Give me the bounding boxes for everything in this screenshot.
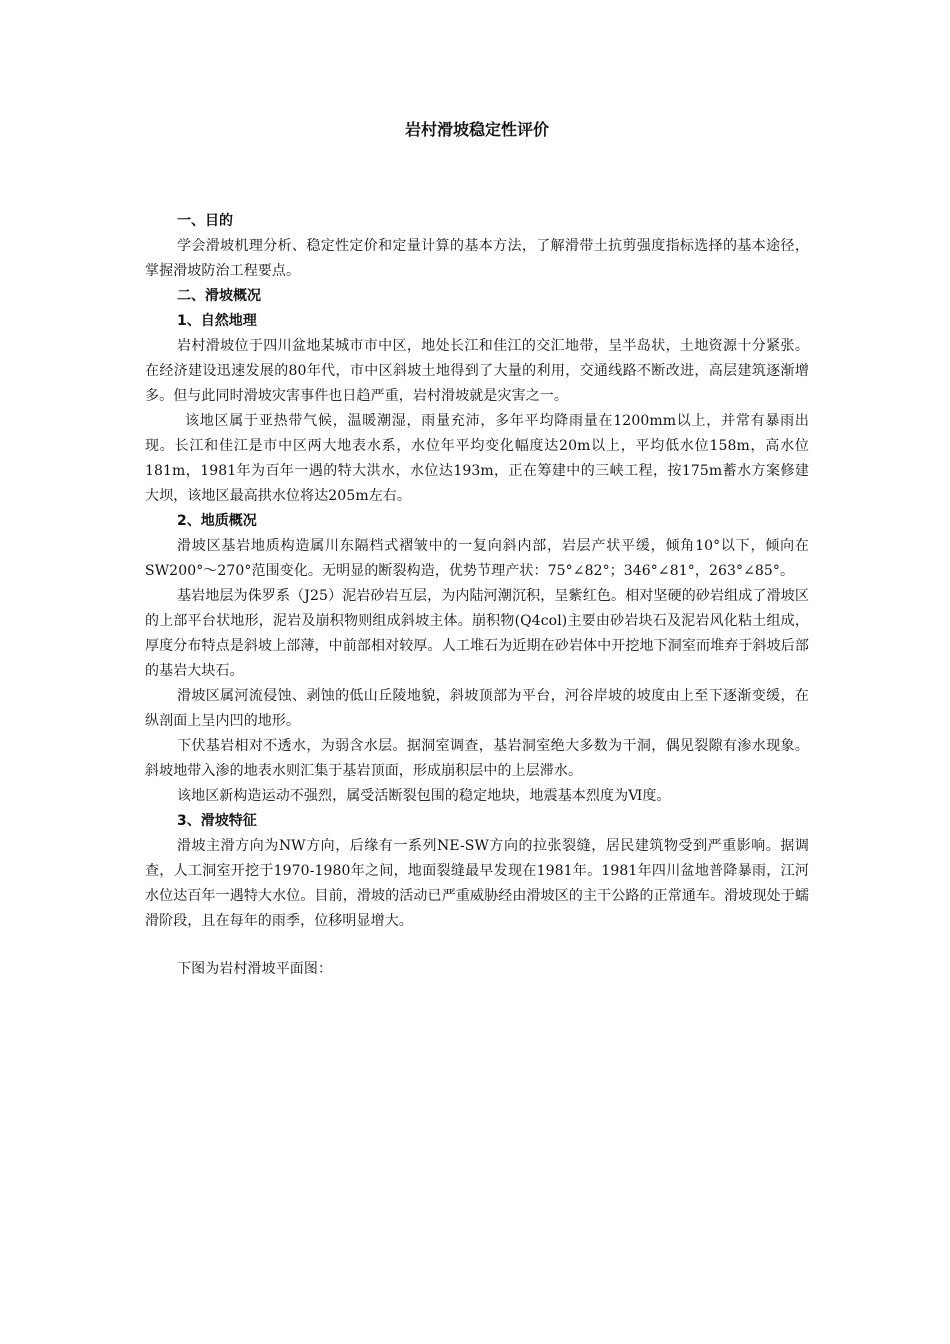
paragraph-purpose: 学会滑坡机理分析、稳定性定价和定量计算的基本方法，了解滑带土抗剪强度指标选择的基本途径，掌握滑坡防治工程要点。: [145, 238, 809, 279]
paragraph-geography-2: 该地区属于亚热带气候，温暖潮湿，雨量充沛，多年平均降雨量在1200mm以上，并常有暴雨出现。长江和佳江是市中区两大地表水系，水位年平均变化幅度达20m以上，平均低水位158m，高水位181m，1981年为百年一遇的特大洪水，水位达193m，正在筹建中的三峡工程，按175m蓄水方案修建大坝，该地区最高拱水位将达205m左右。: [145, 413, 809, 504]
paragraph-spacer: [145, 934, 809, 957]
section-heading-overview: 二、滑坡概况: [177, 288, 261, 304]
subsection-heading-landslide-features: 3、滑坡特征: [177, 813, 257, 829]
section-heading-purpose: 一、目的: [177, 213, 233, 229]
paragraph-geology-5: 该地区新构造运动不强烈，属受活断裂包围的稳定地块，地震基本烈度为Ⅵ度。: [177, 788, 671, 804]
paragraph-features-1: 滑坡主滑方向为NW方向，后缘有一系列NE-SW方向的拉张裂缝，居民建筑物受到严重影响。据调查，人工洞室开挖于1970-1980年之间，地面裂缝最早发现在1981年。1981年四川盆地普降暴雨，江河水位达百年一遇特大水位。目前，滑坡的活动已严重威胁经由滑坡区的主干公路的正常通车。滑坡现处于蠕滑阶段，且在每年的雨季，位移明显增大。: [145, 838, 809, 929]
paragraph-geography-1: 岩村滑坡位于四川盆地某城市市中区，地处长江和佳江的交汇地带，呈半岛状，土地资源十分紧张。在经济建设迅速发展的80年代，市中区斜坡土地得到了大量的利用，交通线路不断改进，高层建筑逐渐增多。但与此同时滑坡灾害事件也日趋严重，岩村滑坡就是灾害之一。: [145, 338, 809, 404]
paragraph-geology-1: 滑坡区基岩地质构造属川东隔档式褶皱中的一复向斜内部，岩层产状平缓，倾角10°以下，倾向在SW200°～270°范围变化。无明显的断裂构造，优势节理产状：75°∠82°；346°∠81°，263°∠85°。: [145, 538, 809, 579]
document-body: [145, 209, 809, 982]
document-title: 岩村滑坡稳定性评价: [404, 120, 549, 139]
paragraph-geology-4: 下伏基岩相对不透水，为弱含水层。据洞室调查，基岩洞室绝大多数为干洞，偶见裂隙有渗水现象。斜坡地带入渗的地表水则汇集于基岩顶面，形成崩积层中的上层滞水。: [145, 738, 809, 779]
figure-caption: 下图为岩村滑坡平面图：: [177, 961, 333, 977]
paragraph-geology-3: 滑坡区属河流侵蚀、剥蚀的低山丘陵地貌，斜坡顶部为平台，河谷岸坡的坡度由上至下逐渐变缓，在纵剖面上呈内凹的地形。: [145, 688, 809, 729]
subsection-heading-natural-geography: 1、自然地理: [177, 313, 257, 329]
subsection-heading-geology: 2、地质概况: [177, 513, 257, 529]
paragraph-geology-2: 基岩地层为侏罗系（J25）泥岩砂岩互层，为内陆河潮沉积，呈紫红色。相对坚硬的砂岩组成了滑坡区的上部平台状地形，泥岩及崩积物则组成斜坡主体。崩积物(Q4col)主要由砂岩块石及泥岩风化粘土组成，厚度分布特点是斜坡上部薄，中前部相对较厚。人工堆石为近期在砂岩体中开挖地下洞室而堆弃于斜坡后部的基岩大块石。: [145, 588, 809, 679]
